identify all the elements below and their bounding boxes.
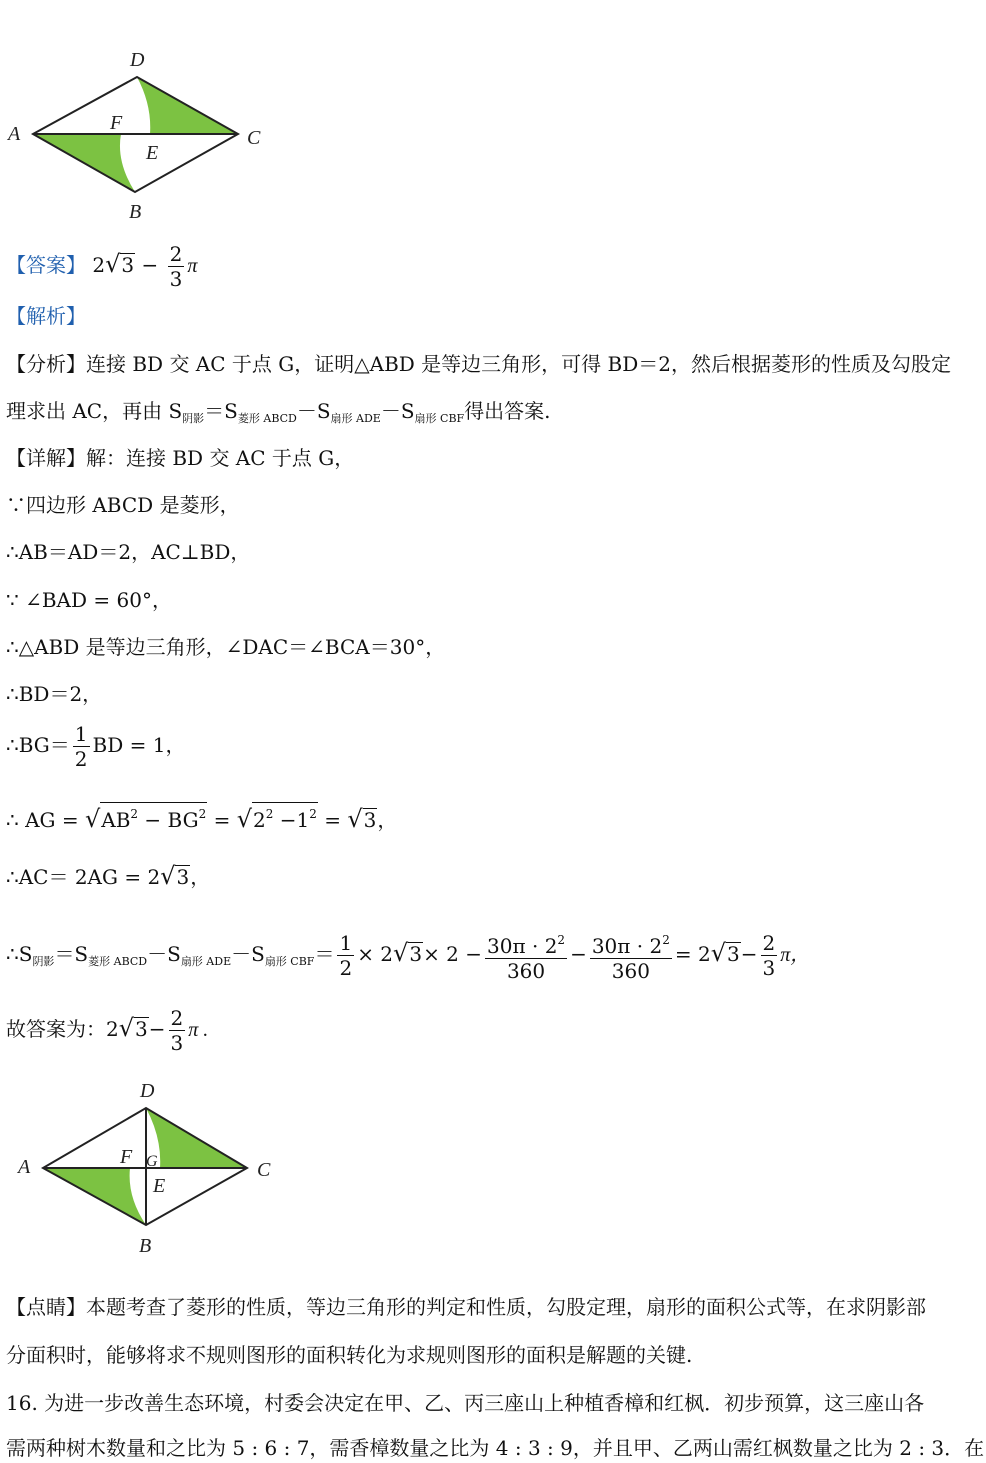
label-D: D [130,49,145,71]
step-2: ∴AB＝AD＝2，AC⊥BD， [6,540,251,564]
label-B: B [129,201,142,223]
label2-G: G [146,1153,158,1170]
step-10: 故答案为：2√3− $\frac{2}{3}$ π . [6,1006,209,1055]
label2-B: B [139,1235,152,1257]
answer-fraction: $\frac{2}{3}$ [169,242,183,291]
answer-line: 【答案】 2√3 − $\frac{2}{3}$ π [6,242,198,291]
analysis-heading: 【解析】 [6,304,86,328]
step-4: ∴△ABD 是等边三角形，∠DAC＝∠BCA＝30°， [6,635,446,659]
dianjing-line-2: 分面积时，能够将求不规则图形的面积转化为求规则图形的面积是解题的关键. [6,1343,693,1367]
label-A: A [8,123,21,145]
step-9: $\therefore S_{阴影}=S_{菱形 ABCD}-S_{扇形 ADE}-S_{扇形 CBF}=$ $\frac{1}{2}$ × 2√3× 2 − $\frac{30\pi \cdot 2^2}{360}$ − $\frac{30\pi \cdot 2^2}{360}$ = 2√3− $\frac{2}{3}$ π， [6,928,810,983]
label2-E: E [153,1175,166,1197]
q16-line-2: 需两种树木数量和之比为 5 : 6 : 7，需香樟数量之比为 4 : 3 : 9，并且甲、乙两山需红枫数量之比为 2 : 3．在 [6,1436,985,1460]
answer-tag: 【答案】 [6,253,86,277]
dianjing-line-1: 【点睛】本题考查了菱形的性质，等边三角形的判定和性质，勾股定理，扇形的面积公式等，在求阴影部 [6,1295,926,1319]
xiangjie-line: 【详解】解：连接 BD 交 AC 于点 G， [6,446,355,470]
step-7: ∴ AG = $√AB^2 - BG^2 = √2^2 -1^2 = √3$， [6,802,397,834]
label-F: F [110,112,123,134]
step-1: ∵四边形 ABCD 是菱形， [6,493,240,517]
label2-A: A [18,1156,31,1178]
label-E: E [146,142,159,164]
q16-line-1: 16. 为进一步改善生态环境，村委会决定在甲、乙、丙三座山上种植香樟和红枫．初步预算，这三座山各 [6,1391,925,1415]
step-3: ∵ ∠BAD = 60°， [6,588,172,612]
fenxi-line-2: 理求出 AC，再由 $S_{阴影}=S_{菱形 ABCD}-S_{扇形 ADE}-S_{扇形 CBF}$得出答案. [6,399,551,425]
label2-D: D [140,1080,155,1102]
label-C: C [247,127,261,149]
fenxi-line-1: 【分析】连接 BD 交 AC 于点 G，证明△ABD 是等边三角形，可得 BD＝2，然后根据菱形的性质及勾股定 [6,352,951,376]
rhombus-figure-2 [0,1075,300,1265]
rhombus-figure-1 [0,40,300,225]
label2-C: C [257,1159,271,1181]
step-5: ∴BD＝2， [6,682,103,706]
label2-F: F [120,1146,133,1168]
step-6: ∴BG＝ $\frac{1}{2}$ BD = 1， [6,722,186,771]
step-8: ∴AC＝ 2AG = 2√3， [6,862,211,890]
